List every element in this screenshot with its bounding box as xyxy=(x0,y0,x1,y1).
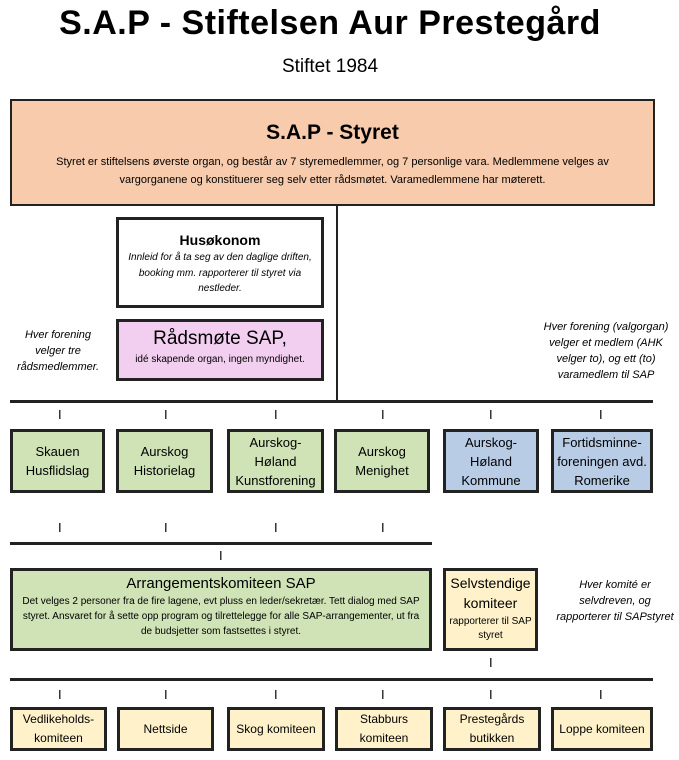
committee-name-3: Skog komiteen xyxy=(236,721,316,736)
tick-org-6: I xyxy=(599,407,603,422)
tick-org-4: I xyxy=(381,407,385,422)
page-title: S.A.P - Stiftelsen Aur Prestegård xyxy=(59,4,601,42)
note-committees: Hver komité er selvdreven, og rapporterer til SAPstyret xyxy=(556,579,674,623)
page-subtitle: Stiftet 1984 xyxy=(281,56,379,77)
tick-org-1: I xyxy=(58,407,62,422)
tick-below-3: I xyxy=(274,520,278,535)
radsmote-description: idé skapende organ, ingen myndighet. xyxy=(135,354,305,365)
tick-below-1: I xyxy=(58,520,62,535)
tick-arrangement: I xyxy=(219,548,223,563)
selvstendige-description: rapporterer til SAP styret xyxy=(449,616,532,641)
tick-selvstendige: I xyxy=(489,655,493,670)
tick-below-4: I xyxy=(381,520,385,535)
org-connector-line xyxy=(10,400,653,403)
committee-box-6 xyxy=(551,707,653,751)
husokonom-title: Husøkonom xyxy=(179,232,261,248)
org-box-6 xyxy=(551,429,653,493)
board-box xyxy=(10,99,655,206)
committee-name-2: Nettside xyxy=(143,721,188,736)
committee-box-4 xyxy=(335,707,433,751)
tick-committee-6: I xyxy=(599,687,603,702)
committee-connector-line xyxy=(10,678,653,681)
tick-org-2: I xyxy=(164,407,168,422)
radsmote-title: Rådsmøte SAP, xyxy=(153,328,287,349)
org-box-5 xyxy=(443,429,539,493)
tick-org-5: I xyxy=(489,407,493,422)
committee-name-4: Stabburs komiteen xyxy=(359,712,409,745)
committee-name-1: Vedlikeholds-komiteen xyxy=(22,712,95,745)
org-name-4: Aurskog Menighet xyxy=(355,444,409,478)
committee-box-2 xyxy=(117,707,214,751)
board-connector-line xyxy=(336,206,338,402)
committee-box-5 xyxy=(443,707,541,751)
committee-name-5: Prestegårds butikken xyxy=(459,712,525,745)
org-box-4 xyxy=(334,429,430,493)
org-name-2: Aurskog Historielag xyxy=(133,444,196,478)
radsmote-box xyxy=(116,319,324,381)
committee-box-3 xyxy=(227,707,325,751)
org-name-3: Aurskog-Høland Kunstforening xyxy=(235,434,316,488)
org-box-1 xyxy=(10,429,105,493)
tick-committee-2: I xyxy=(164,687,168,702)
tick-committee-5: I xyxy=(489,687,493,702)
tick-committee-1: I xyxy=(58,687,62,702)
arrangement-box xyxy=(10,568,432,651)
tick-committee-3: I xyxy=(274,687,278,702)
org-name-6: Fortidsminne-foreningen avd. Romerike xyxy=(557,434,647,488)
arrangement-connector-line xyxy=(10,542,432,545)
committee-name-6: Loppe komiteen xyxy=(559,721,645,736)
org-box-2 xyxy=(116,429,213,493)
tick-below-2: I xyxy=(164,520,168,535)
org-name-1: Skauen Husflidslag xyxy=(25,444,90,478)
tick-org-3: I xyxy=(274,407,278,422)
selvstendige-box xyxy=(443,568,538,651)
board-title: S.A.P - Styret xyxy=(266,121,399,144)
selvstendige-title: Selvstendige komiteer xyxy=(450,575,531,611)
tick-committee-4: I xyxy=(381,687,385,702)
org-name-5: Aurskog-Høland Kommune xyxy=(461,434,521,488)
husokonom-description: Innleid for å ta seg av den daglige driften, booking mm. rapporterer til styret via nestleder. xyxy=(128,252,312,294)
note-left: Hver forening velger tre rådsmedlemmer. xyxy=(16,329,100,373)
committee-box-1 xyxy=(10,707,107,751)
board-description: Styret er stiftelsens øverste organ, og består av 7 styremedlemmer, og 7 personlige vara. Medlemmene velges av vargorganene og konstituerer seg selv etter rådsmøtet. Varamedlemmene har møterett. xyxy=(56,156,609,186)
arrangement-title: Arrangementskomiteen SAP xyxy=(126,575,316,592)
arrangement-description: Det velges 2 personer fra de fire lagene, evt pluss en leder/sekretær. Tett dialog med SAP styret. Ansvaret for å sette opp program og tilrettelegge for alle SAP-arrangementer, ut fra de budsjetter som fastsettes i styret. xyxy=(22,596,420,637)
husokonom-box xyxy=(116,217,324,308)
note-right: Hver forening (valgorgan) velger et medlem (AHK velger to), og ett (to) varamedlem til SAP xyxy=(543,321,669,381)
org-box-3 xyxy=(227,429,324,493)
